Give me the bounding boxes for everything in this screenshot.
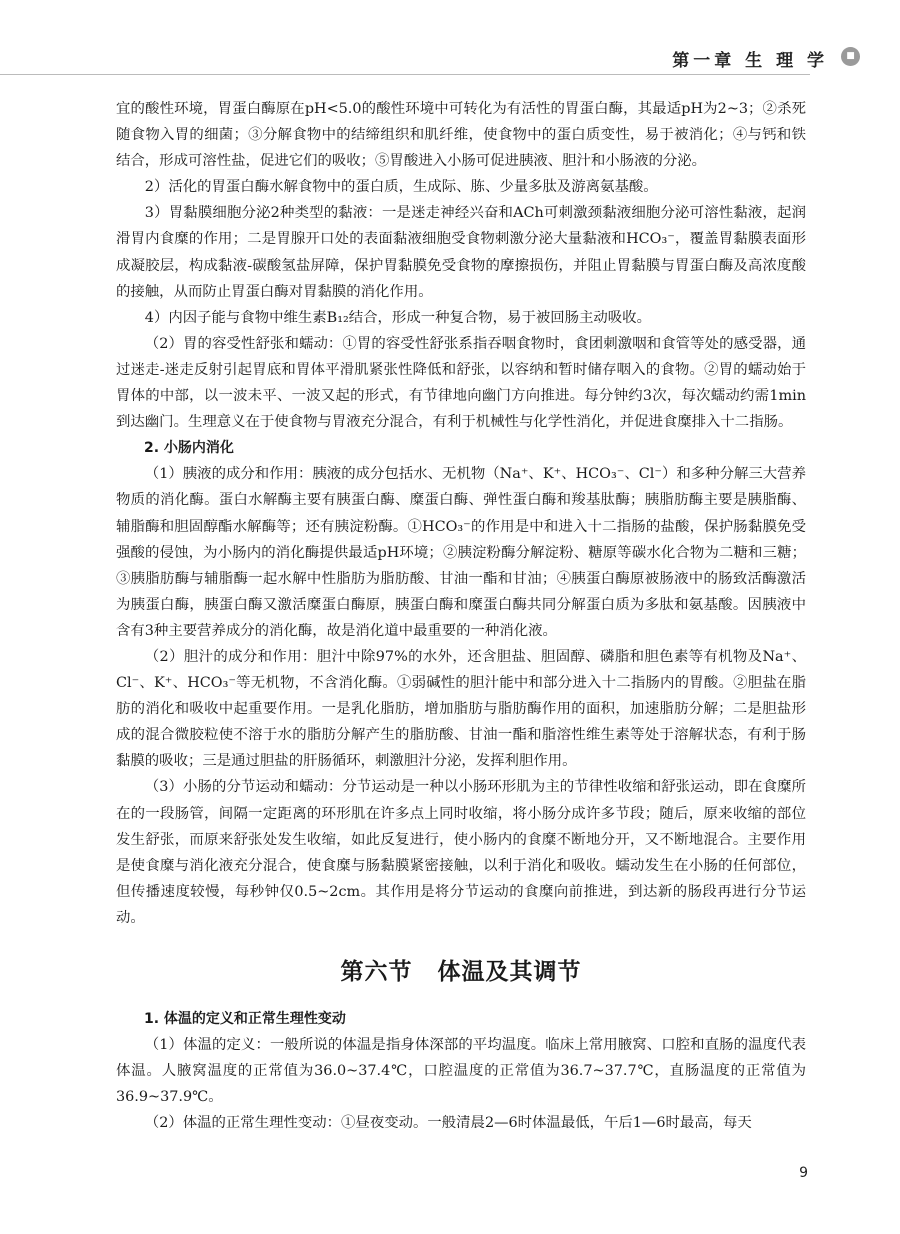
paragraph: （3）小肠的分节运动和蠕动：分节运动是一种以小肠环形肌为主的节律性收缩和舒张运动，即在食糜所在的一段肠管，间隔一定距离的环形肌在许多点上同时收缩，将小肠分成许多节段；随后，原来收缩的部位发生舒张，而原来舒张处发生收缩，如此反复进行，使小肠内的食糜不断地分开，又不断地混合。主要作用是使食糜与消化液充分混合，使食糜与肠黏膜紧密接触，以利于消化和吸收。蠕动发生在小肠的任何部位，但传播速度较慢，每秒钟仅0.5~2cm。其作用是将分节运动的食糜向前推进，到达新的肠段再进行分节运动。 bbox=[116, 779, 806, 926]
page-header bbox=[0, 0, 900, 80]
chapter-title: 第一章 生 理 学 bbox=[672, 51, 828, 71]
chapter-badge-icon: ■ bbox=[841, 47, 860, 66]
paragraph: （2）体温的正常生理性变动：①昼夜变动。一般清晨2—6时体温最低，午后1—6时最高，每天 bbox=[144, 1115, 752, 1132]
page-number: 9 bbox=[799, 1165, 808, 1181]
paragraph: 3）胃黏膜细胞分泌2种类型的黏液：一是迷走神经兴奋和ACh可刺激颈黏液细胞分泌可溶性黏液，起润滑胃内食糜的作用；二是胃腺开口处的表面黏液细胞受食物刺激分泌大量黏液和HCO₃⁻，覆盖胃黏膜表面形成凝胶层，构成黏液-碳酸氢盐屏障，保护胃黏膜免受食物的摩擦损伤，并阻止胃黏膜与胃蛋白酶及高浓度酸的接触，从而防止胃蛋白酶对胃黏膜的消化作用。 bbox=[116, 205, 806, 300]
header-divider bbox=[0, 74, 810, 75]
paragraph: （2）胆汁的成分和作用：胆汁中除97%的水外，还含胆盐、胆固醇、磷脂和胆色素等有机物及Na⁺、Cl⁻、K⁺、HCO₃⁻等无机物，不含消化酶。①弱碱性的胆汁能中和部分进入十二指肠内的胃酸。②胆盐在脂肪的消化和吸收中起重要作用。一是乳化脂肪，增加脂肪与脂肪酶作用的面积，加速脂肪分解；二是胆盐形成的混合微胶粒使不溶于水的脂肪分解产生的脂肪酸、甘油一酯和脂溶性维生素等处于溶解状态，有利于肠黏膜的吸收；三是通过胆盐的肝肠循环，刺激胆汁分泌，发挥利胆作用。 bbox=[116, 648, 806, 770]
paragraph: （1）胰液的成分和作用：胰液的成分包括水、无机物（Na⁺、K⁺、HCO₃⁻、Cl⁻）和多种分解三大营养物质的消化酶。蛋白水解酶主要有胰蛋白酶、糜蛋白酶、弹性蛋白酶和羧基肽酶；胰脂肪酶主要是胰脂酶、辅脂酶和胆固醇酯水解酶等；还有胰淀粉酶。①HCO₃⁻的作用是中和进入十二指肠的盐酸，保护肠黏膜免受强酸的侵蚀，为小肠内的消化酶提供最适pH环境；②胰淀粉酶分解淀粉、糖原等碳水化合物为二糖和三糖；③胰脂肪酶与辅脂酶一起水解中性脂肪为脂肪酸、甘油一酯和甘油；④胰蛋白酶原被肠液中的肠致活酶激活为胰蛋白酶，胰蛋白酶又激活糜蛋白酶原，胰蛋白酶和糜蛋白酶共同分解蛋白质为多肽和氨基酸。因胰液中含有3种主要营养成分的消化酶，故是消化道中最重要的一种消化液。 bbox=[116, 466, 806, 639]
paragraph: （1）体温的定义：一般所说的体温是指身体深部的平均温度。临床上常用腋窝、口腔和直肠的温度代表体温。人腋窝温度的正常值为36.0~37.4℃，口腔温度的正常值为36.7~37.7℃，直肠温度的正常值为36.9~37.9℃。 bbox=[116, 1037, 806, 1106]
paragraph: 2）活化的胃蛋白酶水解食物中的蛋白质，生成际、胨、少量多肽及游离氨基酸。 bbox=[144, 179, 658, 196]
paragraph: 4）内因子能与食物中维生素B₁₂结合，形成一种复合物，易于被回肠主动吸收。 bbox=[144, 309, 651, 326]
page-body bbox=[116, 96, 806, 1136]
paragraph: 宜的酸性环境，胃蛋白酶原在pH<5.0的酸性环境中可转化为有活性的胃蛋白酶，其最适pH为2~3；②杀死随食物入胃的细菌；③分解食物中的结缔组织和肌纤维，使食物中的蛋白质变性，易于被消化；④与钙和铁结合，形成可溶性盐，促进它们的吸收；⑤胃酸进入小肠可促进胰液、胆汁和小肠液的分泌。 bbox=[116, 101, 806, 170]
section-title: 第六节 体温及其调节 bbox=[340, 959, 582, 985]
subsection-heading: 1. 体温的定义和正常生理性变动 bbox=[144, 1011, 346, 1027]
subsection-heading: 2. 小肠内消化 bbox=[144, 440, 234, 457]
paragraph: （2）胃的容受性舒张和蠕动：①胃的容受性舒张系指吞咽食物时，食团刺激咽和食管等处的感受器，通过迷走-迷走反射引起胃底和胃体平滑肌紧张性降低和舒张，以容纳和暂时储存咽入的食物。②胃的蠕动始于胃体的中部，以一波未平、一波又起的形式，有节律地向幽门方向推进。每分钟约3次，每次蠕动约需1min到达幽门。生理意义在于使食物与胃液充分混合，有利于机械性与化学性消化，并促进食糜排入十二指肠。 bbox=[116, 335, 806, 431]
